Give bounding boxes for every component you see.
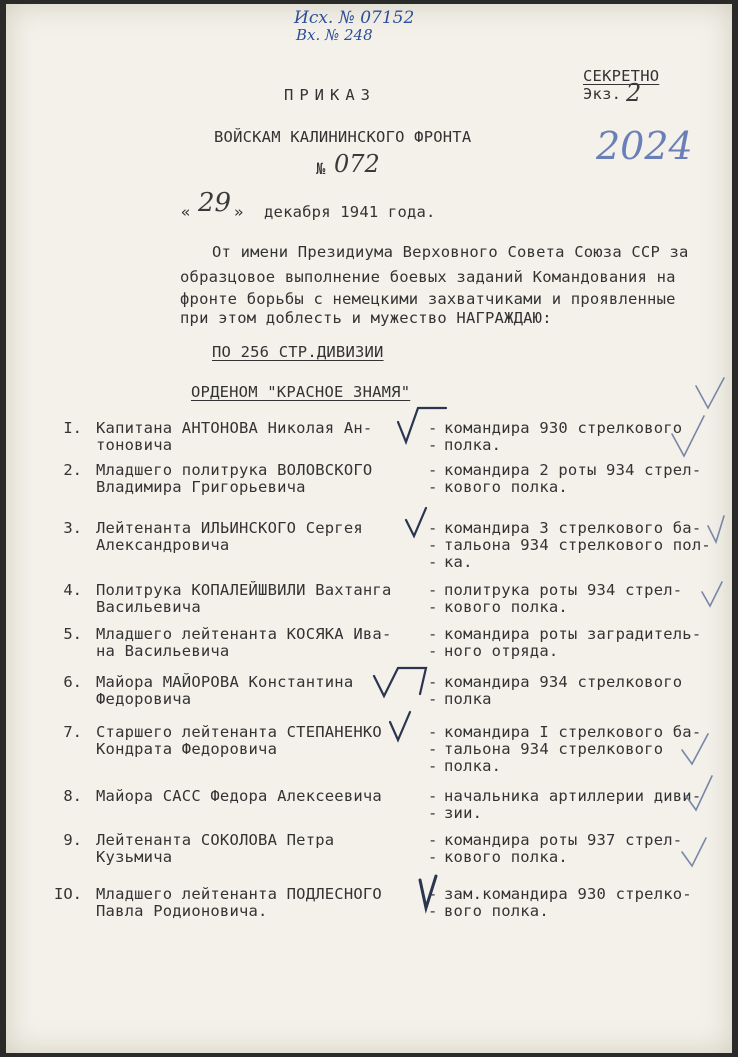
preamble-line: фронте борьбы с немецкими захватчиками и проявленные	[180, 290, 676, 308]
awardee-position-line: командира роты 937 стрел-	[444, 831, 683, 849]
separator-dash: -	[428, 740, 438, 758]
awardee-name-line: Младшего лейтенанта ПОДЛЕСНОГО	[96, 885, 382, 903]
order-title: ПРИКАЗ	[284, 86, 376, 104]
awardee-name-line: Капитана АНТОНОВА Николая Ан-	[96, 419, 373, 437]
awardee-position-line: зии.	[444, 804, 483, 822]
separator-dash: -	[428, 581, 438, 599]
awardee-position-line: ка.	[444, 553, 473, 571]
separator-dash: -	[428, 804, 438, 822]
checkmark	[406, 508, 426, 536]
separator-dash: -	[428, 598, 438, 616]
awardee-position-line: зам.командира 930 стрелко-	[444, 885, 692, 903]
awardee-position-line: тальона 934 стрелкового пол-	[444, 536, 711, 554]
division-heading: ПО 256 СТР.ДИВИЗИИ	[212, 343, 384, 361]
awardee-name-line: Майора МАЙОРОВА Константина	[96, 673, 354, 691]
checkmark	[682, 734, 708, 764]
awardee-name-line: Политрука КОПАЛЕЙШВИЛИ Вахтанга	[96, 581, 392, 599]
awardee-name-line: Кондрата Федоровича	[96, 740, 278, 758]
date-day: 29	[198, 188, 232, 218]
separator-dash: -	[428, 553, 438, 571]
awardee-name-line: Старшего лейтенанта СТЕПАНЕНКО	[96, 723, 382, 741]
awardee-number: 2.	[63, 461, 82, 479]
order-subtitle: ВОЙСКАМ КАЛИНИНСКОГО ФРОНТА	[214, 128, 472, 146]
awardee-position-line: командира роты заградитель-	[444, 625, 702, 643]
awardee-position-line: кового полка.	[444, 478, 568, 496]
awardee-position-line: политрука роты 934 стрел-	[444, 581, 683, 599]
separator-dash: -	[428, 436, 438, 454]
copy-prefix: Экз.	[583, 85, 622, 103]
awardee-name-line: Младшего лейтенанта КОСЯКА Ива-	[96, 625, 392, 643]
awardee-name-line: Васильевича	[96, 598, 201, 616]
awardee-position-line: командира 934 стрелкового	[444, 673, 683, 691]
date-open-quote: «	[181, 203, 191, 221]
separator-dash: -	[428, 848, 438, 866]
awardee-position-line: кового полка.	[444, 598, 568, 616]
separator-dash: -	[428, 419, 438, 437]
separator-dash: -	[428, 831, 438, 849]
separator-dash: -	[428, 902, 438, 920]
separator-dash: -	[428, 478, 438, 496]
awardee-name-line: Младшего политрука ВОЛОВСКОГО	[96, 461, 373, 479]
awardee-name-line: Лейтенанта ИЛЬИНСКОГО Сергея	[96, 519, 363, 537]
checkmark	[702, 582, 722, 606]
preamble-line: От имени Президиума Верховного Совета Союза ССР за	[212, 243, 689, 261]
separator-dash: -	[428, 536, 438, 554]
copy-number: 2	[626, 79, 642, 107]
separator-dash: -	[428, 757, 438, 775]
separator-dash: -	[428, 642, 438, 660]
awardee-position-line: командира 930 стрелкового	[444, 419, 683, 437]
awardee-number: 9.	[63, 831, 82, 849]
awardee-position-line: вого полка.	[444, 902, 549, 920]
separator-dash: -	[428, 690, 438, 708]
checkmark	[390, 712, 410, 740]
handwritten-number: 2024	[596, 124, 693, 168]
checkmark	[672, 416, 704, 456]
awardee-position-line: тальона 934 стрелкового	[444, 740, 664, 758]
awardee-number: 8.	[63, 787, 82, 805]
checkmark	[686, 776, 712, 810]
awardee-name-line: Павла Родионовича.	[96, 902, 268, 920]
date-close-quote: »	[234, 203, 244, 221]
document-page	[6, 4, 732, 1053]
separator-dash: -	[428, 885, 438, 903]
separator-dash: -	[428, 723, 438, 741]
awardee-name-line: Майора САСС Федора Алексеевича	[96, 787, 382, 805]
awardee-name-line: Федоровича	[96, 690, 192, 708]
awardee-position-line: полка.	[444, 436, 502, 454]
order-number: 072	[334, 150, 380, 178]
preamble-line: при этом доблесть и мужество НАГРАЖДАЮ:	[180, 309, 552, 327]
award-heading: ОРДЕНОМ "КРАСНОЕ ЗНАМЯ"	[191, 383, 411, 401]
checkmark	[398, 408, 446, 442]
awardee-name-line: Александровича	[96, 536, 230, 554]
awardee-position-line: кового полка.	[444, 848, 568, 866]
awardee-number: I.	[63, 419, 82, 437]
awardee-number: 6.	[63, 673, 82, 691]
separator-dash: -	[428, 787, 438, 805]
separator-dash: -	[428, 461, 438, 479]
handwritten-checkmarks	[6, 4, 732, 1053]
awardee-position-line: командира I стрелкового ба-	[444, 723, 702, 741]
checkmark	[420, 876, 436, 908]
checkmark	[682, 838, 706, 866]
awardee-position-line: полка	[444, 690, 492, 708]
date-rest: декабря 1941 года.	[264, 203, 436, 221]
separator-dash: -	[428, 673, 438, 691]
awardee-position-line: начальника артиллерии диви-	[444, 787, 702, 805]
awardee-number: 4.	[63, 581, 82, 599]
awardee-position-line: командира 2 роты 934 стрел-	[444, 461, 702, 479]
awardee-number: 3.	[63, 519, 82, 537]
awardee-number: IO.	[54, 885, 82, 903]
checkmark	[374, 668, 426, 696]
separator-dash: -	[428, 519, 438, 537]
order-number-sign: №	[316, 160, 326, 178]
awardee-position-line: полка.	[444, 757, 502, 775]
awardee-position-line: командира 3 стрелкового ба-	[444, 519, 702, 537]
archive-stamp-line-2: Вх. № 248	[296, 26, 373, 44]
checkmark	[696, 378, 724, 408]
secret-label: СЕКРЕТНО	[583, 67, 660, 85]
awardee-name-line: Лейтенанта СОКОЛОВА Петра	[96, 831, 335, 849]
awardee-name-line: Кузьмича	[96, 848, 173, 866]
checkmark	[708, 516, 724, 542]
awardee-number: 5.	[63, 625, 82, 643]
awardee-position-line: ного отряда.	[444, 642, 559, 660]
archive-stamp-line-1: Исх. № 07152	[294, 8, 415, 28]
awardee-name-line: тоновича	[96, 436, 173, 454]
preamble-line: образцовое выполнение боевых заданий Командования на	[180, 268, 676, 286]
awardee-number: 7.	[63, 723, 82, 741]
awardee-name-line: Владимира Григорьевича	[96, 478, 306, 496]
separator-dash: -	[428, 625, 438, 643]
awardee-name-line: на Васильевича	[96, 642, 230, 660]
